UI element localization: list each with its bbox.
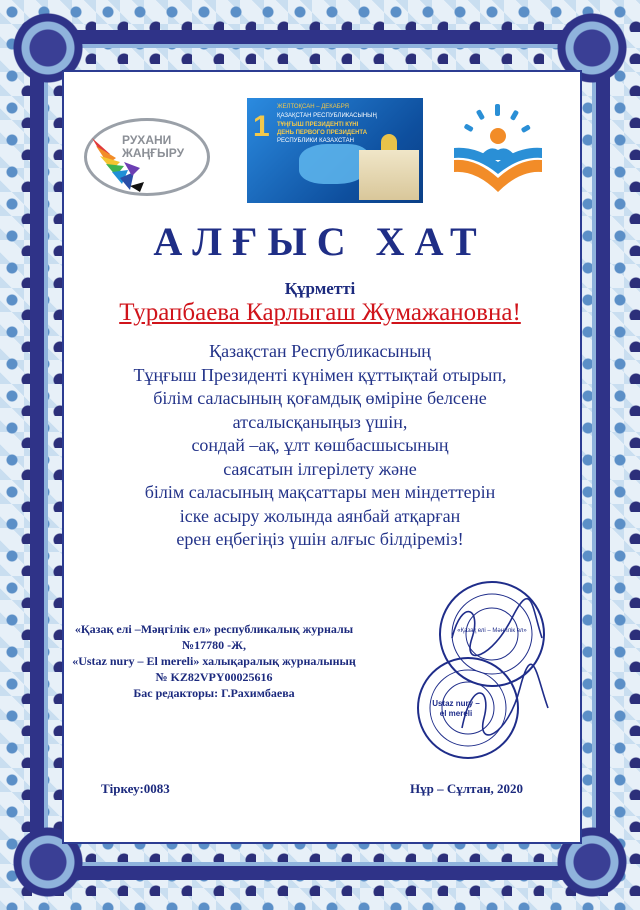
banner-line: ҚАЗАҚСТАН РЕСПУБЛИКАСЫНЫҢ <box>277 113 377 119</box>
banner-line: ЖЕЛТОҚСАН – ДЕКАБРЯ <box>277 104 349 110</box>
building-image <box>359 150 419 200</box>
stamp-bottom-line1: Ustaz nury – <box>432 699 480 708</box>
body-line: Тұңғыш Президенті күнімен құттықтай отырып, <box>133 364 507 385</box>
place-and-date: Нұр – Сұлтан, 2020 <box>410 781 524 796</box>
journal-line: «Қазақ елі –Мәңгілік ел» республикалық журналы <box>74 622 354 636</box>
banner-line: РЕСПУБЛИКИ КАЗАХСТАН <box>277 138 354 144</box>
rukhani-zhangyru-logo <box>84 118 210 196</box>
logo-text-line2: ЖАҢҒЫРУ <box>122 146 185 160</box>
recipient-name: Турапбаева Карлыгаш Жумажановна! <box>119 299 521 326</box>
salutation: Құрметті <box>284 279 356 298</box>
banner-line: ТҰҢҒЫШ ПРЕЗИДЕНТІ КҮНІ <box>277 122 359 128</box>
certificate-title: АЛҒЫС ХАТ <box>153 219 487 264</box>
logo-text <box>122 134 184 160</box>
banner-line: ДЕНЬ ПЕРВОГО ПРЕЗИДЕНТА <box>277 130 368 136</box>
stamp-top <box>440 582 544 686</box>
journal-line: №17780 -Ж, <box>182 638 246 652</box>
stamp-top-text: «Қазақ елі – Мәңгілік ел» <box>457 628 527 634</box>
banner-number: 1 <box>253 110 270 143</box>
body-line: Қазақстан Республикасының <box>209 341 431 361</box>
certificate-body <box>100 340 540 552</box>
body-line: атсалысқаныңыз үшін, <box>232 411 408 432</box>
body-line: саясатын ілгерілету және <box>223 458 417 479</box>
body-line: білім саласының мақсаттары мен міндеттерін <box>144 482 496 502</box>
logo-text-line1: РУХАНИ <box>122 133 172 147</box>
stamps-and-signatures <box>392 578 562 760</box>
journal-line: Бас редакторы: Г.Рахимбаева <box>133 686 295 700</box>
stamp-bottom-line2: el mereli <box>439 709 473 718</box>
body-line: ерен еңбегіңіз үшін алғыс білдіреміз! <box>176 529 464 549</box>
open-book-logo-icon <box>448 100 548 200</box>
body-line: іске асыру жолында аянбай атқарған <box>179 505 461 526</box>
journal-line: № KZ82VPY00025616 <box>155 670 273 684</box>
body-line: сондай –ақ, ұлт көшбасшысының <box>191 435 449 455</box>
first-president-day-banner <box>247 98 423 203</box>
journal-line: «Ustaz nury – El mereli» халықаралық журналының <box>72 654 356 668</box>
registration-number: Тіркеу:0083 <box>101 781 170 796</box>
journal-info <box>64 621 364 701</box>
body-line: білім саласының қоғамдық өміріне белсене <box>153 388 487 408</box>
